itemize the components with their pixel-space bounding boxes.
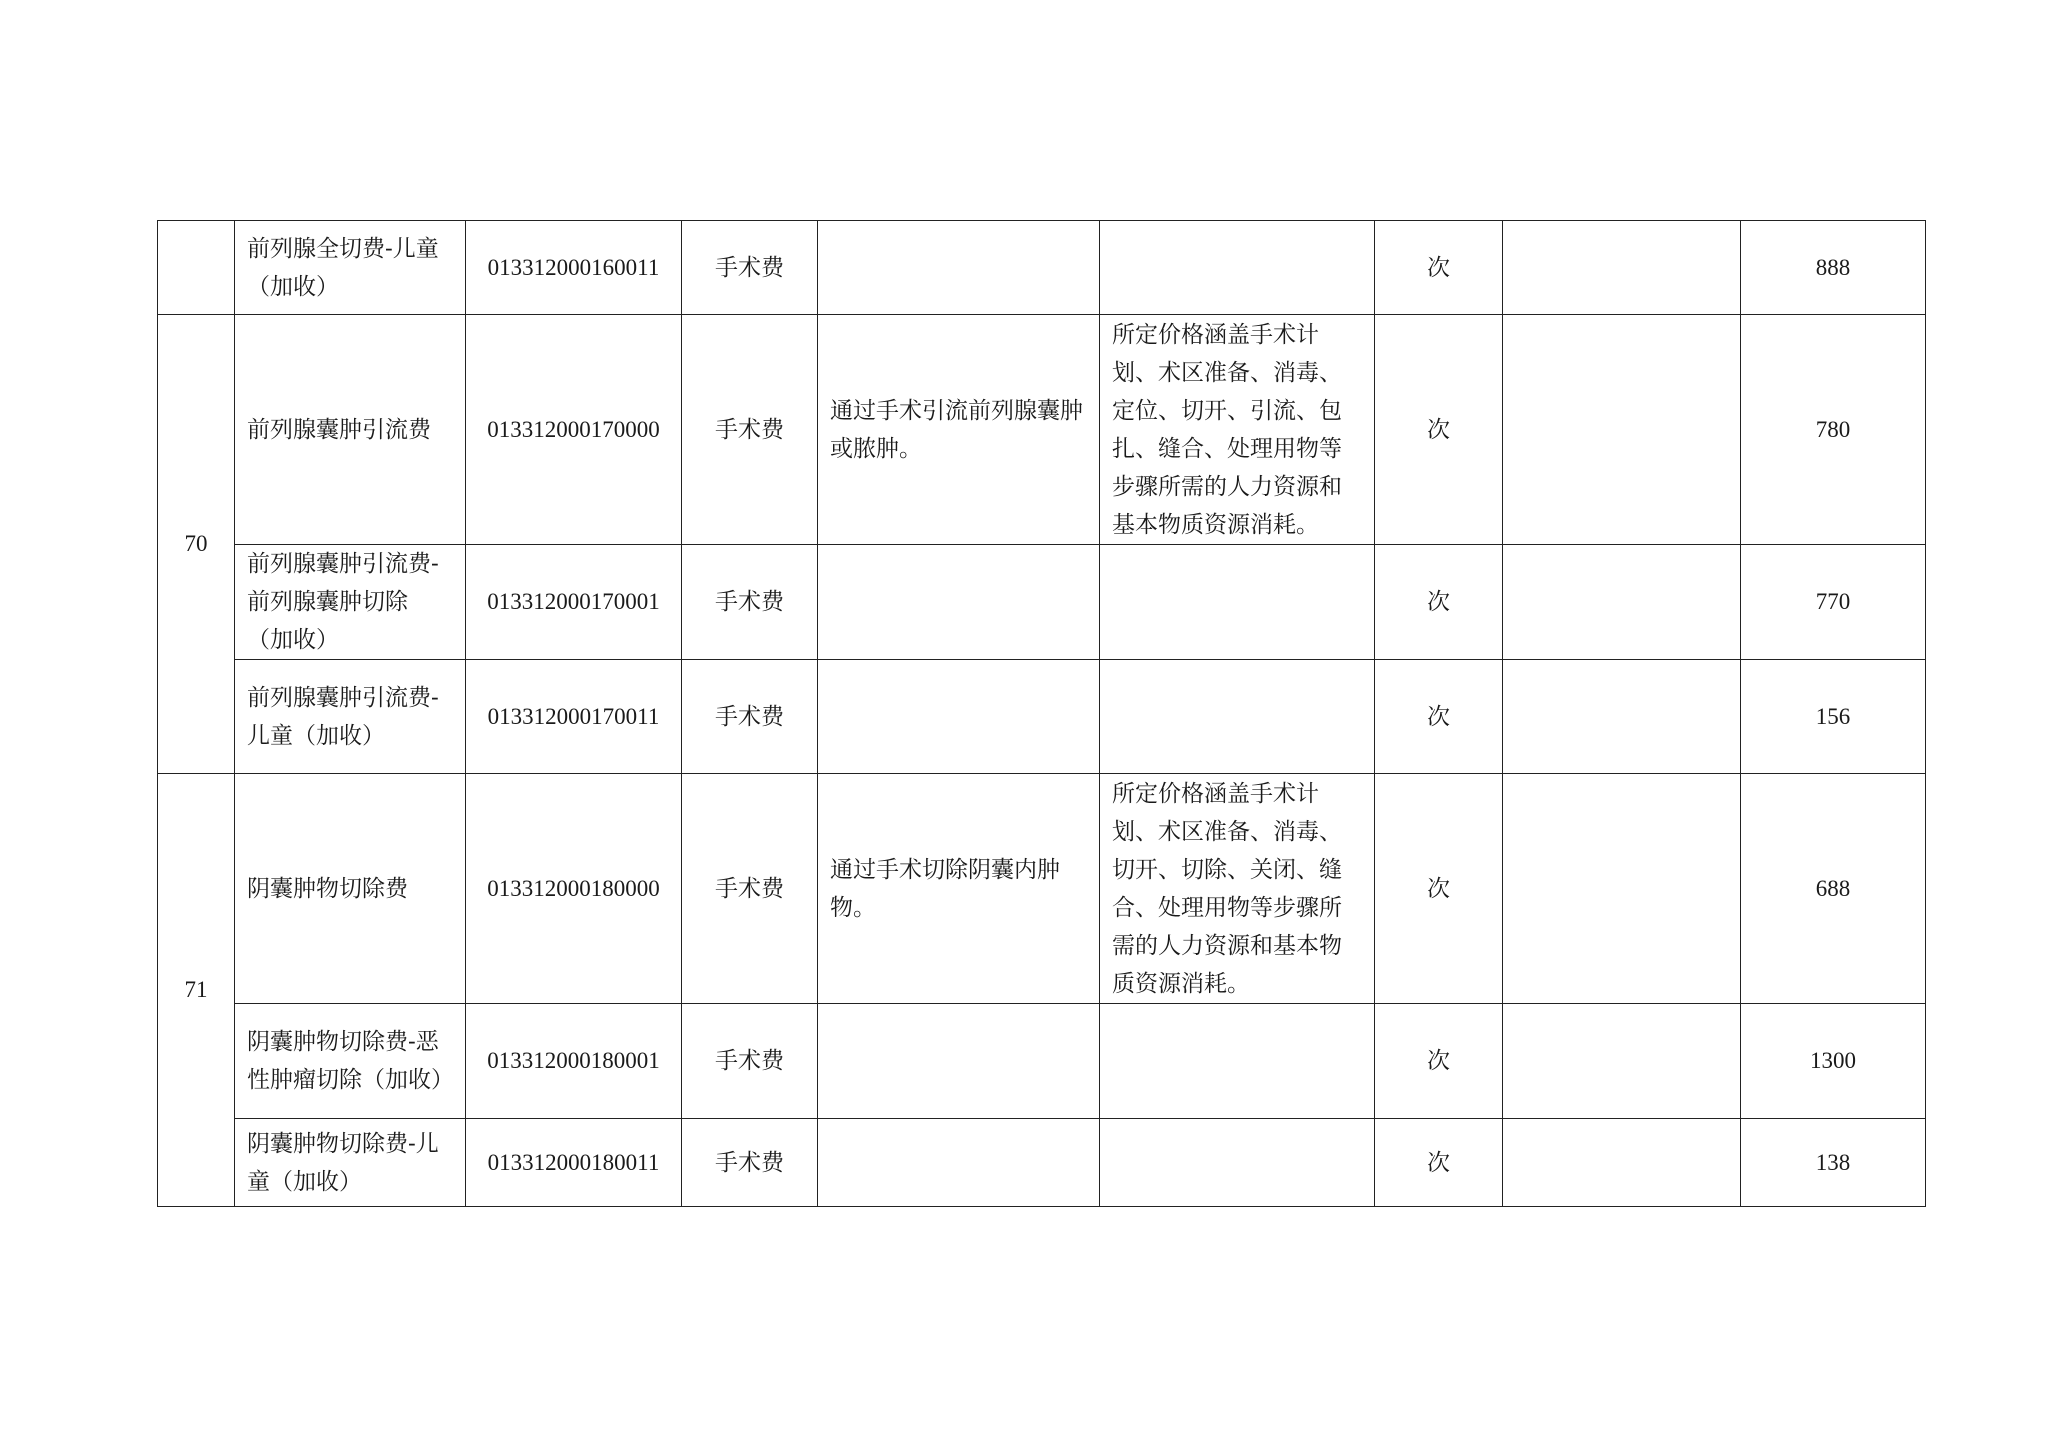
item-exclusion [1100, 660, 1375, 774]
item-code: 013312000170001 [466, 545, 682, 660]
item-name: 阴囊肿物切除费-儿童（加收） [235, 1119, 466, 1207]
item-price: 156 [1741, 660, 1926, 774]
item-code: 013312000180001 [466, 1004, 682, 1119]
item-price: 780 [1741, 315, 1926, 545]
item-content [818, 1004, 1100, 1119]
item-name: 阴囊肿物切除费 [235, 774, 466, 1004]
item-exclusion: 所定价格涵盖手术计划、术区准备、消毒、定位、切开、引流、包扎、缝合、处理用物等步骤所需的人力资源和基本物质资源消耗。 [1100, 315, 1375, 545]
item-note [1503, 1004, 1741, 1119]
item-content [818, 1119, 1100, 1207]
item-exclusion [1100, 1119, 1375, 1207]
item-note [1503, 774, 1741, 1004]
item-unit: 次 [1375, 660, 1503, 774]
item-code: 013312000170011 [466, 660, 682, 774]
item-content: 通过手术切除阴囊内肿物。 [818, 774, 1100, 1004]
item-unit: 次 [1375, 1004, 1503, 1119]
table-row [158, 1119, 1926, 1207]
item-note [1503, 221, 1741, 315]
item-price: 888 [1741, 221, 1926, 315]
item-unit: 次 [1375, 545, 1503, 660]
item-category: 手术费 [682, 545, 818, 660]
item-unit: 次 [1375, 1119, 1503, 1207]
item-code: 013312000160011 [466, 221, 682, 315]
item-exclusion [1100, 1004, 1375, 1119]
item-name: 前列腺全切费-儿童（加收） [235, 221, 466, 315]
item-code: 013312000180000 [466, 774, 682, 1004]
table-row [158, 545, 1926, 660]
item-price: 138 [1741, 1119, 1926, 1207]
item-name: 前列腺囊肿引流费 [235, 315, 466, 545]
item-category: 手术费 [682, 774, 818, 1004]
item-unit: 次 [1375, 315, 1503, 545]
item-number: 70 [158, 315, 235, 774]
item-note [1503, 1119, 1741, 1207]
item-exclusion: 所定价格涵盖手术计划、术区准备、消毒、切开、切除、关闭、缝合、处理用物等步骤所需的人力资源和基本物质资源消耗。 [1100, 774, 1375, 1004]
item-number: 71 [158, 774, 235, 1207]
item-content [818, 660, 1100, 774]
table-row [158, 1004, 1926, 1119]
item-name: 阴囊肿物切除费-恶性肿瘤切除（加收） [235, 1004, 466, 1119]
item-price: 688 [1741, 774, 1926, 1004]
table-row [158, 660, 1926, 774]
item-content [818, 221, 1100, 315]
item-unit: 次 [1375, 221, 1503, 315]
item-price: 770 [1741, 545, 1926, 660]
item-name: 前列腺囊肿引流费-儿童（加收） [235, 660, 466, 774]
table-row [158, 774, 1926, 1004]
item-exclusion [1100, 221, 1375, 315]
item-category: 手术费 [682, 221, 818, 315]
item-category: 手术费 [682, 660, 818, 774]
table-row [158, 221, 1926, 315]
item-note [1503, 315, 1741, 545]
price-table [157, 220, 1926, 1207]
table-row [158, 315, 1926, 545]
item-category: 手术费 [682, 1119, 818, 1207]
item-price: 1300 [1741, 1004, 1926, 1119]
item-unit: 次 [1375, 774, 1503, 1004]
item-content: 通过手术引流前列腺囊肿或脓肿。 [818, 315, 1100, 545]
item-category: 手术费 [682, 315, 818, 545]
item-note [1503, 660, 1741, 774]
item-exclusion [1100, 545, 1375, 660]
item-category: 手术费 [682, 1004, 818, 1119]
item-content [818, 545, 1100, 660]
item-code: 013312000170000 [466, 315, 682, 545]
item-name: 前列腺囊肿引流费-前列腺囊肿切除（加收） [235, 545, 466, 660]
item-code: 013312000180011 [466, 1119, 682, 1207]
item-number [158, 221, 235, 315]
item-note [1503, 545, 1741, 660]
